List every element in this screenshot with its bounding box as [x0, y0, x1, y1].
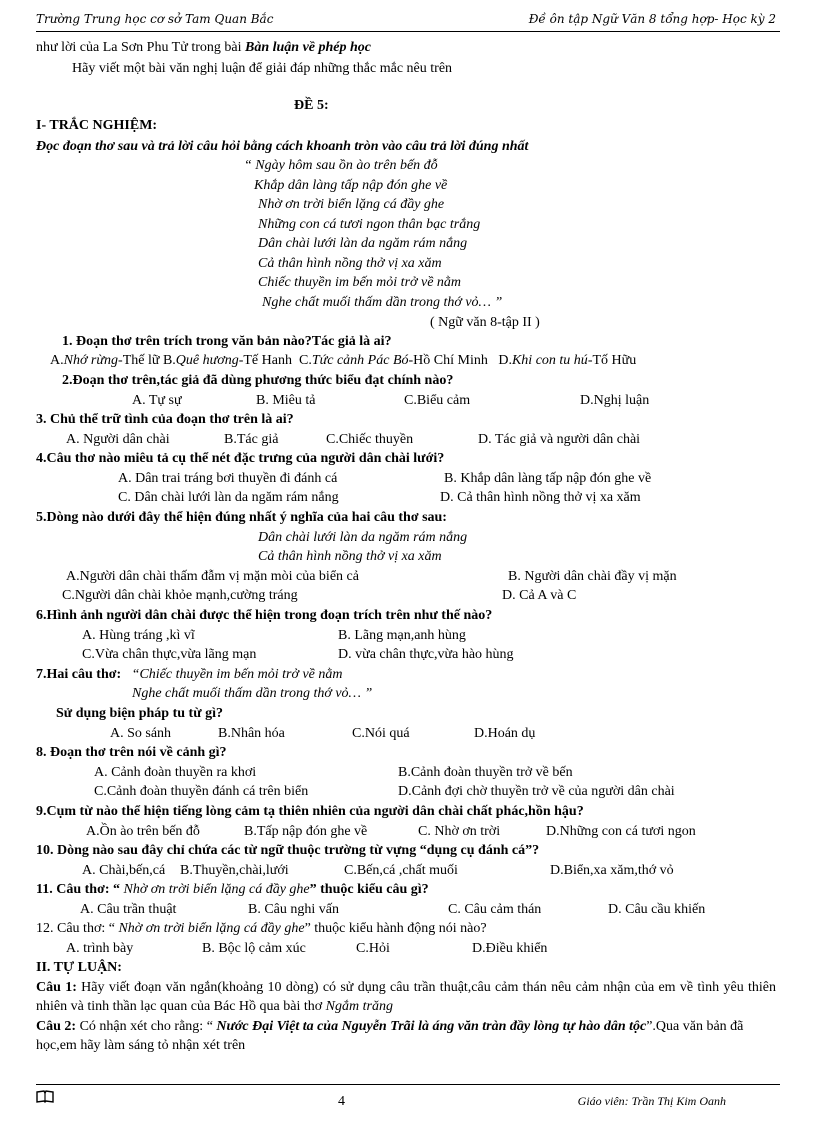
q11-option-b: B. Câu nghi vấn: [248, 902, 339, 917]
q9-option-b: B.Tấp nập đón ghe về: [244, 824, 368, 839]
essay-question-1: [36, 978, 776, 1016]
q7-verse: “Chiếc thuyền im bến mỏi trở về nằm: [131, 667, 343, 682]
essay-2-quote: Nước Đại Việt ta của Nguyễn Trãi là áng văn tràn đầy lòng tự hào dân tộc: [216, 1019, 647, 1034]
option-d-author: -Tố Hữu: [587, 353, 637, 368]
q10-option-a: A. Chài,bến,cá: [82, 863, 166, 878]
q3-option-b: B.Tác giả: [224, 432, 279, 447]
essay-1-text: Hãy viết đoạn văn ngắn(khoảng 10 dòng) có sử dụng câu trần thuật,câu cảm thán nêu cảm nhận của em về tình yêu thiên nhiên và tinh thần lạc quan của Bác Hồ qua bài thơ: [36, 980, 776, 1014]
option-a-author: -Thế lữ: [118, 353, 160, 368]
q8-option-b: B.Cảnh đoàn thuyền trở về bến: [398, 765, 573, 780]
question-6: 6.Hình ảnh người dân chài được thể hiện trong đoạn trích trên như thế nào?: [36, 608, 493, 623]
essay-1-label: Câu 1:: [36, 980, 77, 995]
essay-2-text: Có nhận xét cho rằng: “: [76, 1019, 217, 1034]
page-number: 4: [338, 1094, 345, 1109]
q7-question: Sử dụng biện pháp tu từ gì?: [56, 706, 223, 721]
q3-option-c: C.Chiếc thuyền: [326, 432, 414, 447]
q2-option-d: D.Nghị luận: [580, 393, 650, 408]
q11-post: ” thuộc kiểu câu gì?: [309, 882, 429, 897]
q12-option-c: C.Hỏi: [356, 941, 390, 956]
question-11: [36, 880, 429, 899]
intro-title: Bàn luận về phép học: [244, 40, 371, 55]
header-title: Đề ôn tập Ngữ Văn 8 tổng hợp- Học kỳ 2: [528, 12, 776, 26]
q6-option-b: B. Lãng mạn,anh hùng: [338, 628, 466, 643]
question-7: [36, 665, 342, 684]
poem-line: Cả thân hình nồng thở vị xa xăm: [258, 256, 442, 271]
q6-option-d: D. vừa chân thực,vừa hào hùng: [338, 647, 514, 662]
q4-option-b: B. Khắp dân làng tấp nập đón ghe về: [444, 471, 652, 486]
poem-line: Chiếc thuyền im bến mỏi trở về nằm: [258, 275, 462, 290]
de-title: ĐỀ 5:: [294, 98, 329, 113]
footer-rule: [36, 1084, 780, 1085]
poem-line: Nhờ ơn trời biển lặng cá đầy ghe: [258, 197, 445, 212]
q11-pre: 11. Câu thơ: “: [36, 882, 124, 897]
header-school: Trường Trung học cơ sở Tam Quan Bắc: [36, 12, 274, 26]
poem-source: ( Ngữ văn 8-tập II ): [430, 315, 540, 330]
question-9: 9.Cụm từ nào thể hiện tiếng lòng cảm tạ thiên nhiên của người dân chài chất phác,hồn hậu?: [36, 804, 584, 819]
q2-option-a: A. Tự sự: [132, 393, 182, 408]
q12-option-b: B. Bộc lộ cảm xúc: [202, 941, 306, 956]
question-12: [36, 919, 487, 938]
q11-option-a: A. Câu trần thuật: [80, 902, 177, 917]
header-rule: [36, 31, 780, 32]
q9-option-d: D.Những con cá tươi ngon: [546, 824, 696, 839]
essay-1-title: Ngắm trăng: [325, 999, 393, 1014]
question-3: 3. Chủ thể trữ tình của đoạn thơ trên là ai?: [36, 412, 294, 427]
q11-quote: Nhờ ơn trời biển lặng cá đầy ghe: [123, 882, 310, 897]
option-b-title: Quê hương: [175, 353, 239, 368]
q2-option-c: C.Biểu cảm: [404, 393, 471, 408]
section1-heading: I- TRẮC NGHIỆM:: [36, 118, 158, 133]
q8-option-a: A. Cảnh đoàn thuyền ra khơi: [94, 765, 257, 780]
option-c-title: Tức cảnh Pác Bó: [311, 353, 409, 368]
teacher-name: Giáo viên: Trần Thị Kim Oanh: [577, 1094, 726, 1108]
book-icon: [36, 1090, 54, 1103]
q10-option-d: D.Biển,xa xăm,thớ vỏ: [550, 863, 674, 878]
q4-option-c: C. Dân chài lưới làn da ngăm rám nắng: [118, 490, 339, 505]
q5-verse: Dân chài lưới làn da ngăm rám nắng: [258, 530, 468, 545]
q11-option-d: D. Câu cầu khiến: [608, 902, 706, 917]
option-a-title: Nhớ rừng: [63, 353, 119, 368]
q6-option-c: C.Vừa chân thực,vừa lãng mạn: [82, 647, 257, 662]
option-b-author: -Tế Hanh: [238, 353, 292, 368]
q11-option-c: C. Câu cảm thán: [448, 902, 542, 917]
q12-option-d: D.Điều khiển: [472, 941, 548, 956]
q5-option-b: B. Người dân chài đầy vị mặn: [508, 569, 677, 584]
q10-option-b: B.Thuyền,chài,lưới: [180, 863, 289, 878]
poem-line: Nghe chất muối thấm dần trong thớ vỏ… ”: [262, 295, 503, 310]
q5-verse: Cả thân hình nồng thở vị xa xăm: [258, 549, 442, 564]
instruction: Đọc đoạn thơ sau và trả lời câu hỏi bằng cách khoanh tròn vào câu trả lời đúng nhất: [36, 139, 529, 154]
q7-option-d: D.Hoán dụ: [474, 726, 536, 741]
poem-line: Dân chài lưới làn da ngăm rám nắng: [258, 236, 468, 251]
question-1: 1. Đoạn thơ trên trích trong văn bản nào?Tác giả là ai?: [62, 334, 392, 349]
q7-verse: Nghe chất muối thấm dần trong thớ vỏ… ”: [132, 686, 373, 701]
q7-option-b: B.Nhân hóa: [218, 726, 285, 741]
q8-option-c: C.Cảnh đoàn thuyền đánh cá trên biển: [94, 784, 309, 799]
question-8: 8. Đoạn thơ trên nói về cảnh gì?: [36, 745, 227, 760]
q4-option-a: A. Dân trai tráng bơi thuyền đi đánh cá: [118, 471, 338, 486]
q7-label: 7.Hai câu thơ:: [36, 667, 122, 682]
option-d-title: Khi con tu hú: [511, 353, 588, 368]
q5-option-c: C.Người dân chài khỏe mạnh,cường tráng: [62, 588, 298, 603]
question-4: 4.Câu thơ nào miêu tả cụ thể nét đặc trưng của người dân chài lưới?: [36, 451, 445, 466]
q9-option-c: C. Nhờ ơn trời: [418, 824, 501, 839]
essay-2-end: ”.Qua văn bản đã học,em hãy làm sáng tỏ nhận xét trên: [36, 1019, 744, 1053]
q8-option-d: D.Cảnh đợi chờ thuyền trở về của người dân chài: [398, 784, 675, 799]
q5-option-d: D. Cả A và C: [502, 588, 577, 603]
poem-line: “ Ngày hôm sau ồn ào trên bến đỗ: [244, 158, 438, 173]
intro-line1: [36, 38, 371, 57]
question-10: 10. Dòng nào sau đây chỉ chứa các từ ngữ thuộc trường từ vựng “dụng cụ đánh cá”?: [36, 843, 540, 858]
q9-option-a: A.Ồn ào trên bến đỗ: [86, 824, 200, 839]
q7-option-c: C.Nói quá: [352, 726, 410, 741]
q6-option-a: A. Hùng tráng ,kì vĩ: [82, 628, 195, 643]
q12-pre: 12. Câu thơ: “: [36, 921, 119, 936]
question-5: 5.Dòng nào dưới đây thể hiện đúng nhất ý nghĩa của hai câu thơ sau:: [36, 510, 447, 525]
intro-line2: Hãy viết một bài văn nghị luận để giải đáp những thắc mắc nêu trên: [72, 61, 453, 76]
intro-text: như lời của La Sơn Phu Tử trong bài: [36, 40, 245, 55]
q5-option-a: A.Người dân chài thấm đẫm vị mặn mòi của biển cả: [66, 569, 359, 584]
q12-post: ” thuộc kiểu hành động nói nào?: [304, 921, 487, 936]
poem-line: Khắp dân làng tấp nập đón ghe về: [254, 178, 448, 193]
q7-option-a: A. So sánh: [110, 726, 172, 741]
essay-2-label: Câu 2:: [36, 1019, 77, 1034]
question-2: 2.Đoạn thơ trên,tác giả đã dùng phương thức biểu đạt chính nào?: [62, 373, 454, 388]
q3-option-d: D. Tác giả và người dân chài: [478, 432, 641, 447]
q12-option-a: A. trình bày: [66, 941, 134, 956]
option-c-author: -Hồ Chí Minh: [408, 353, 488, 368]
q10-option-c: C.Bến,cá ,chất muối: [344, 863, 458, 878]
q12-quote: Nhờ ơn trời biển lặng cá đầy ghe: [118, 921, 305, 936]
poem-line: Những con cá tươi ngon thân bạc trắng: [258, 217, 481, 232]
essay-question-2: [36, 1017, 776, 1055]
q1-options: A.Nhớ rừng-Thế lữ B.Quê hương-Tế Hanh C.Tức cảnh Pác Bó-Hồ Chí Minh D.Khi con tu hú-Tố Hữu: [50, 353, 637, 368]
q2-option-b: B. Miêu tả: [256, 393, 316, 408]
section2-heading: II. TỰ LUẬN:: [36, 960, 122, 975]
q4-option-d: D. Cả thân hình nồng thở vị xa xăm: [440, 490, 641, 505]
q3-option-a: A. Người dân chài: [66, 432, 170, 447]
